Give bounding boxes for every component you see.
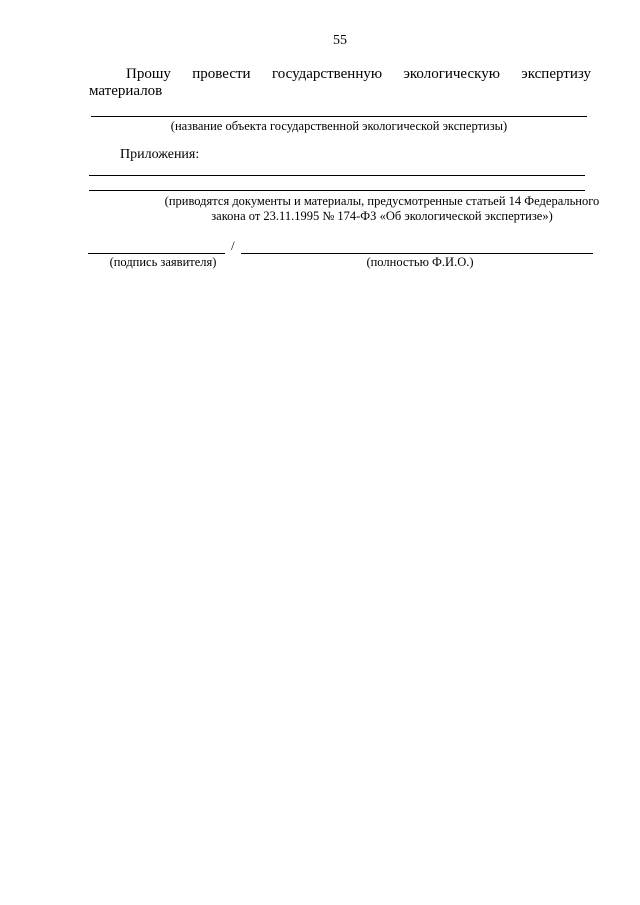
page-number: 55: [333, 33, 347, 48]
request-word: экологическую: [403, 66, 500, 82]
request-sentence: [126, 66, 591, 83]
request-word: государственную: [271, 66, 383, 82]
attachments-note-line-1: (приводятся документы и материалы, предусмотренные статьей 14 Федерального: [164, 194, 600, 208]
full-name-caption: (полностью Ф.И.О.): [366, 255, 474, 269]
request-word: экспертизу: [521, 66, 591, 82]
signature-field: [88, 253, 225, 254]
request-word: провести: [192, 66, 251, 82]
attachments-line-1: [89, 175, 585, 176]
attachments-note: [92, 194, 640, 224]
object-name-field: [91, 116, 587, 117]
full-name-field: [241, 253, 593, 254]
object-name-caption: (название объекта государственной экологической экспертизы): [170, 119, 508, 133]
request-continuation: материалов: [89, 83, 163, 99]
attachments-line-2: [89, 190, 585, 191]
attachments-note-line-2: закона от 23.11.1995 № 174-ФЗ «Об экологической экспертизе»): [211, 209, 553, 223]
signature-separator: /: [231, 238, 235, 253]
request-word: Прошу: [126, 66, 171, 82]
attachments-label: Приложения:: [120, 147, 200, 162]
signature-caption: (подпись заявителя): [109, 255, 217, 269]
